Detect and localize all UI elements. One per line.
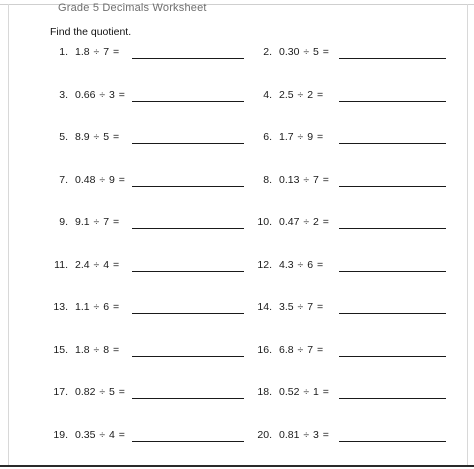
answer-blank[interactable] — [132, 398, 244, 399]
worksheet-title-cropped — [58, 2, 218, 18]
problem-number: 10. — [257, 216, 272, 228]
problem-expression: 8.9 ÷ 5 = — [75, 131, 120, 143]
answer-blank[interactable] — [132, 356, 244, 357]
problem-number: 16. — [257, 344, 272, 356]
worksheet-title: Grade 5 Decimals Worksheet — [58, 2, 207, 14]
problem-number: 18. — [257, 386, 272, 398]
problem-number: 7. — [59, 174, 68, 186]
answer-blank[interactable] — [339, 356, 446, 357]
page-border-left — [8, 4, 9, 466]
problem-expression: 6.8 ÷ 7 = — [279, 344, 324, 356]
problem-number: 13. — [53, 301, 68, 313]
instructions: Find the quotient. — [50, 26, 132, 38]
answer-blank[interactable] — [132, 101, 244, 102]
problem-number: 2. — [263, 46, 272, 58]
problem-expression: 0.47 ÷ 2 = — [279, 216, 329, 228]
problem-expression: 1.1 ÷ 6 = — [75, 301, 120, 313]
problem-number: 9. — [59, 216, 68, 228]
answer-blank[interactable] — [132, 441, 244, 442]
problem-expression: 0.48 ÷ 9 = — [75, 174, 125, 186]
answer-blank[interactable] — [132, 186, 244, 187]
answer-blank[interactable] — [339, 186, 446, 187]
problem-number: 11. — [54, 259, 68, 271]
answer-blank[interactable] — [339, 228, 446, 229]
answer-blank[interactable] — [132, 58, 244, 59]
page-border-bottom — [0, 465, 474, 467]
page-border-right — [467, 4, 468, 466]
problem-number: 17. — [53, 386, 68, 398]
problem-expression: 0.66 ÷ 3 = — [75, 89, 125, 101]
problem-expression: 2.4 ÷ 4 = — [75, 259, 120, 271]
answer-blank[interactable] — [132, 143, 244, 144]
answer-blank[interactable] — [132, 271, 244, 272]
answer-blank[interactable] — [339, 58, 446, 59]
problem-number: 8. — [263, 174, 272, 186]
problem-number: 6. — [263, 131, 272, 143]
problem-expression: 0.82 ÷ 5 = — [75, 386, 125, 398]
problem-number: 20. — [257, 429, 272, 441]
problem-expression: 1.7 ÷ 9 = — [279, 131, 324, 143]
problem-number: 3. — [59, 89, 68, 101]
problem-number: 1. — [59, 46, 68, 58]
answer-blank[interactable] — [339, 271, 446, 272]
answer-blank[interactable] — [132, 228, 244, 229]
problem-expression: 0.30 ÷ 5 = — [279, 46, 329, 58]
answer-blank[interactable] — [339, 143, 446, 144]
problem-expression: 0.81 ÷ 3 = — [279, 429, 329, 441]
answer-blank[interactable] — [339, 441, 446, 442]
problem-expression: 2.5 ÷ 2 = — [279, 89, 324, 101]
problem-number: 14. — [257, 301, 272, 313]
problem-number: 12. — [257, 259, 272, 271]
answer-blank[interactable] — [339, 398, 446, 399]
answer-blank[interactable] — [339, 313, 446, 314]
problem-expression: 0.13 ÷ 7 = — [279, 174, 329, 186]
answer-blank[interactable] — [339, 101, 446, 102]
problem-number: 15. — [53, 344, 68, 356]
problem-expression: 9.1 ÷ 7 = — [75, 216, 120, 228]
problem-expression: 0.52 ÷ 1 = — [279, 386, 329, 398]
problem-expression: 0.35 ÷ 4 = — [75, 429, 125, 441]
problem-expression: 1.8 ÷ 7 = — [75, 46, 120, 58]
problem-expression: 4.3 ÷ 6 = — [279, 259, 324, 271]
problem-expression: 3.5 ÷ 7 = — [279, 301, 324, 313]
answer-blank[interactable] — [132, 313, 244, 314]
problem-expression: 1.8 ÷ 8 = — [75, 344, 120, 356]
problem-number: 5. — [59, 131, 68, 143]
problem-number: 4. — [263, 89, 272, 101]
problem-number: 19. — [53, 429, 68, 441]
